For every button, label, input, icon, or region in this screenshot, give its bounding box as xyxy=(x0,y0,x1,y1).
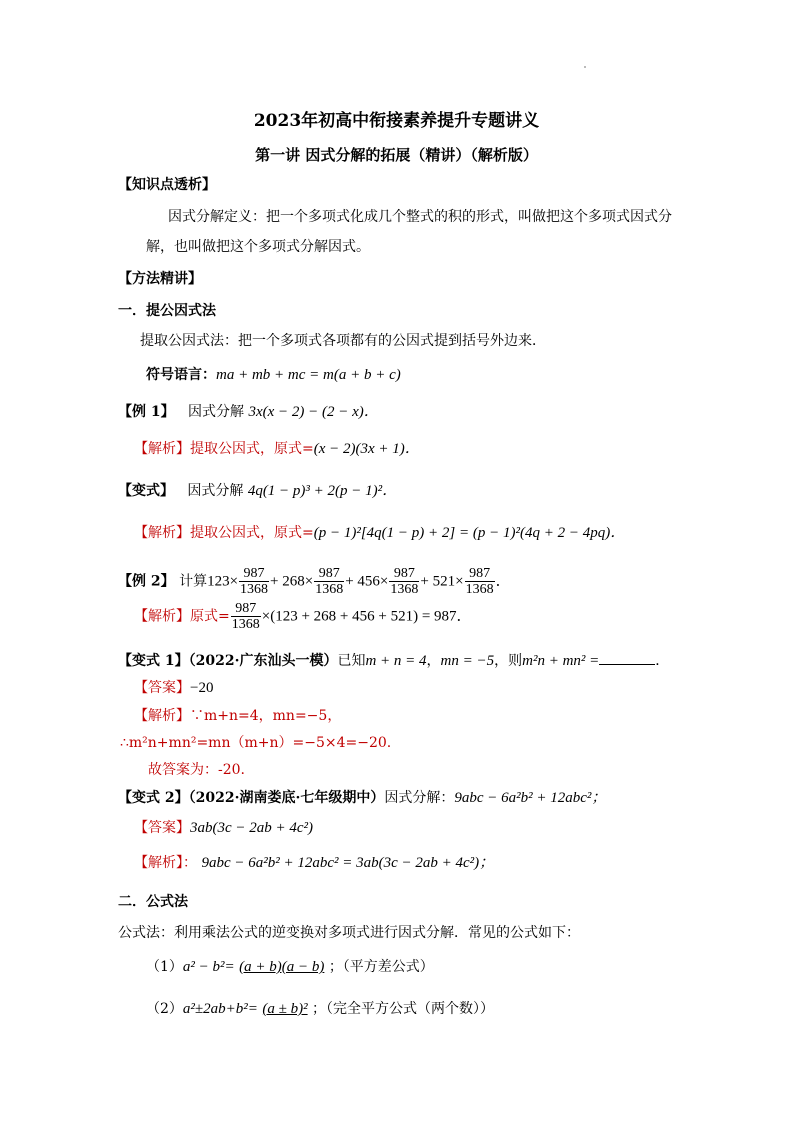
fraction-1 xyxy=(239,566,269,597)
example-1-solution xyxy=(134,439,420,459)
fraction-1-numerator: 987 xyxy=(239,566,269,582)
variant xyxy=(118,481,397,501)
formula-1-tail: ；（平方差公式） xyxy=(328,959,434,975)
example-2-solution xyxy=(134,601,472,632)
variant-1-label: 【变式 1】 xyxy=(118,653,189,669)
part1-heading: 一．提公因式法 xyxy=(118,303,216,319)
variant-1-answer-value: −20 xyxy=(190,680,214,696)
variant-text: 因式分解 xyxy=(187,483,244,499)
variant-1-solution-label: 【解析】 xyxy=(134,708,190,724)
answer-blank xyxy=(599,650,655,665)
variant-1-solution-line-2: ∴m²n+mn²=mn（m+n）=−5×4=−20. xyxy=(120,735,392,751)
variant-1-solution xyxy=(134,706,341,726)
variant-1 xyxy=(118,650,669,671)
variant-2-solution xyxy=(134,853,494,873)
example-1-label: 【例 1】 xyxy=(118,404,175,420)
formula-2-left: a²±2ab+b²= xyxy=(182,1001,258,1017)
example-2-solution-text: 原式= xyxy=(190,608,230,625)
symbol-expression: ma + mb + mc = m(a + b + c) xyxy=(216,367,401,383)
variant-2-source: （2022·湖南娄底·七年级期中） xyxy=(188,790,385,806)
variant-2-solution-label: 【解析】 xyxy=(134,855,183,871)
variant-1-sep: ， xyxy=(426,653,441,669)
fraction-2-numerator: 987 xyxy=(314,566,344,582)
corner-dot xyxy=(584,66,586,68)
example-2-label: 【例 2】 xyxy=(118,573,175,590)
fraction-2 xyxy=(314,566,344,597)
section-knowledge: 【知识点透析】 xyxy=(118,177,216,193)
example-2-end: ． xyxy=(495,573,511,590)
symbol-label: 符号语言： xyxy=(146,367,216,383)
formula-1-right: (a + b)(a − b) xyxy=(239,959,325,975)
formula-2-tail: ；（完全平方公式（两个数）） xyxy=(312,1001,495,1017)
definition-line-1: 因式分解定义：把一个多项式化成几个整式的积的形式，叫做把这个多项式因式分 xyxy=(168,209,672,225)
section-method: 【方法精讲】 xyxy=(118,271,202,287)
example-2-term-1: 123× xyxy=(207,573,239,590)
solution-fraction-numerator: 987 xyxy=(231,601,261,617)
variant-label: 【变式】 xyxy=(118,483,174,499)
variant-expression: 4q(1 − p)³ + 2(p − 1)²． xyxy=(247,483,398,499)
example-1-solution-text: 提取公因式，原式= xyxy=(190,441,314,457)
part2-description: 公式法：利用乘法公式的逆变换对多项式进行因式分解．常见的公式如下： xyxy=(118,925,580,941)
variant-solution-label: 【解析】 xyxy=(134,525,190,541)
example-1 xyxy=(118,402,379,422)
example-1-solution-expression: (x − 2)(3x + 1)． xyxy=(313,441,420,457)
variant-1-solution-line-1: ∵m+n=4，mn=−5， xyxy=(190,708,342,724)
variant-2 xyxy=(118,788,606,808)
formula-1-left: a² − b²= xyxy=(182,959,235,975)
page-subtitle: 第一讲 因式分解的拓展（精讲）（解析版） xyxy=(255,146,538,164)
variant-1-expr-b: mn = −5 xyxy=(440,653,495,669)
fraction-4 xyxy=(465,566,495,597)
fraction-3-numerator: 987 xyxy=(389,566,419,582)
formula-1-number: （1） xyxy=(146,959,183,975)
variant-2-answer-label: 【答案】 xyxy=(134,820,190,836)
example-2-term-3: + 456× xyxy=(345,573,389,590)
fraction-2-denominator: 1368 xyxy=(315,582,344,597)
example-2-term-2: + 268× xyxy=(270,573,314,590)
symbol-language xyxy=(146,365,401,385)
example-2-solution-expression: ×(123 + 268 + 456 + 521) = 987． xyxy=(261,608,472,625)
variant-2-label: 【变式 2】 xyxy=(118,790,189,806)
example-2 xyxy=(118,566,511,597)
example-1-expression: 3x(x − 2) − (2 − x)． xyxy=(248,404,379,420)
solution-fraction xyxy=(231,601,261,632)
formula-2-right: (a ± b)² xyxy=(262,1001,308,1017)
part2-heading: 二．公式法 xyxy=(118,894,188,910)
variant-1-end: ． xyxy=(655,653,670,669)
variant-solution-text: 提取公因式，原式= xyxy=(190,525,314,541)
definition-line-2: 解，也叫做把这个多项式分解因式。 xyxy=(146,239,370,255)
variant-2-expression: 9abc − 6a²b² + 12abc²； xyxy=(454,790,607,806)
fraction-4-denominator: 1368 xyxy=(465,582,494,597)
variant-2-text: 因式分解： xyxy=(384,790,455,806)
variant-solution-expression: (p − 1)²[4q(1 − p) + 2] = (p − 1)²(4q + 2 − 4pq)． xyxy=(313,525,626,541)
variant-2-answer-value: 3ab(3c − 2ab + 4c²) xyxy=(190,820,314,836)
example-1-text: 因式分解 xyxy=(187,404,244,420)
example-1-solution-label: 【解析】 xyxy=(134,441,190,457)
fraction-3 xyxy=(389,566,419,597)
variant-1-text-a: 已知 xyxy=(337,653,366,669)
fraction-3-denominator: 1368 xyxy=(390,582,419,597)
variant-1-text-b: ，则 xyxy=(494,653,523,669)
formula-2-number: （2） xyxy=(146,1001,183,1017)
formula-1 xyxy=(146,957,434,977)
solution-fraction-denominator: 1368 xyxy=(231,617,260,632)
example-2-term-4: + 521× xyxy=(420,573,464,590)
variant-2-answer xyxy=(134,818,313,838)
variant-solution xyxy=(134,523,625,543)
variant-1-solution-line-3: 故答案为：-20. xyxy=(148,762,245,778)
fraction-4-numerator: 987 xyxy=(465,566,495,582)
page-title: 2023年初高中衔接素养提升专题讲义 xyxy=(253,111,540,131)
example-2-text: 计算 xyxy=(179,573,208,590)
variant-2-solution-colon: ： xyxy=(183,855,197,871)
part1-description: 提取公因式法：把一个多项式各项都有的公因式提到括号外边来． xyxy=(140,333,546,349)
variant-1-answer-label: 【答案】 xyxy=(134,680,190,696)
formula-2 xyxy=(146,999,494,1019)
variant-1-source: （2022·广东汕头一模） xyxy=(188,653,338,669)
variant-2-solution-expression: 9abc − 6a²b² + 12abc² = 3ab(3c − 2ab + 4c²)； xyxy=(201,855,495,871)
fraction-1-denominator: 1368 xyxy=(240,582,269,597)
variant-1-answer xyxy=(134,678,213,698)
variant-1-expr-a: m + n = 4 xyxy=(365,653,427,669)
variant-1-expr-c: m²n + mn² = xyxy=(522,653,600,669)
example-2-solution-label: 【解析】 xyxy=(134,608,190,625)
